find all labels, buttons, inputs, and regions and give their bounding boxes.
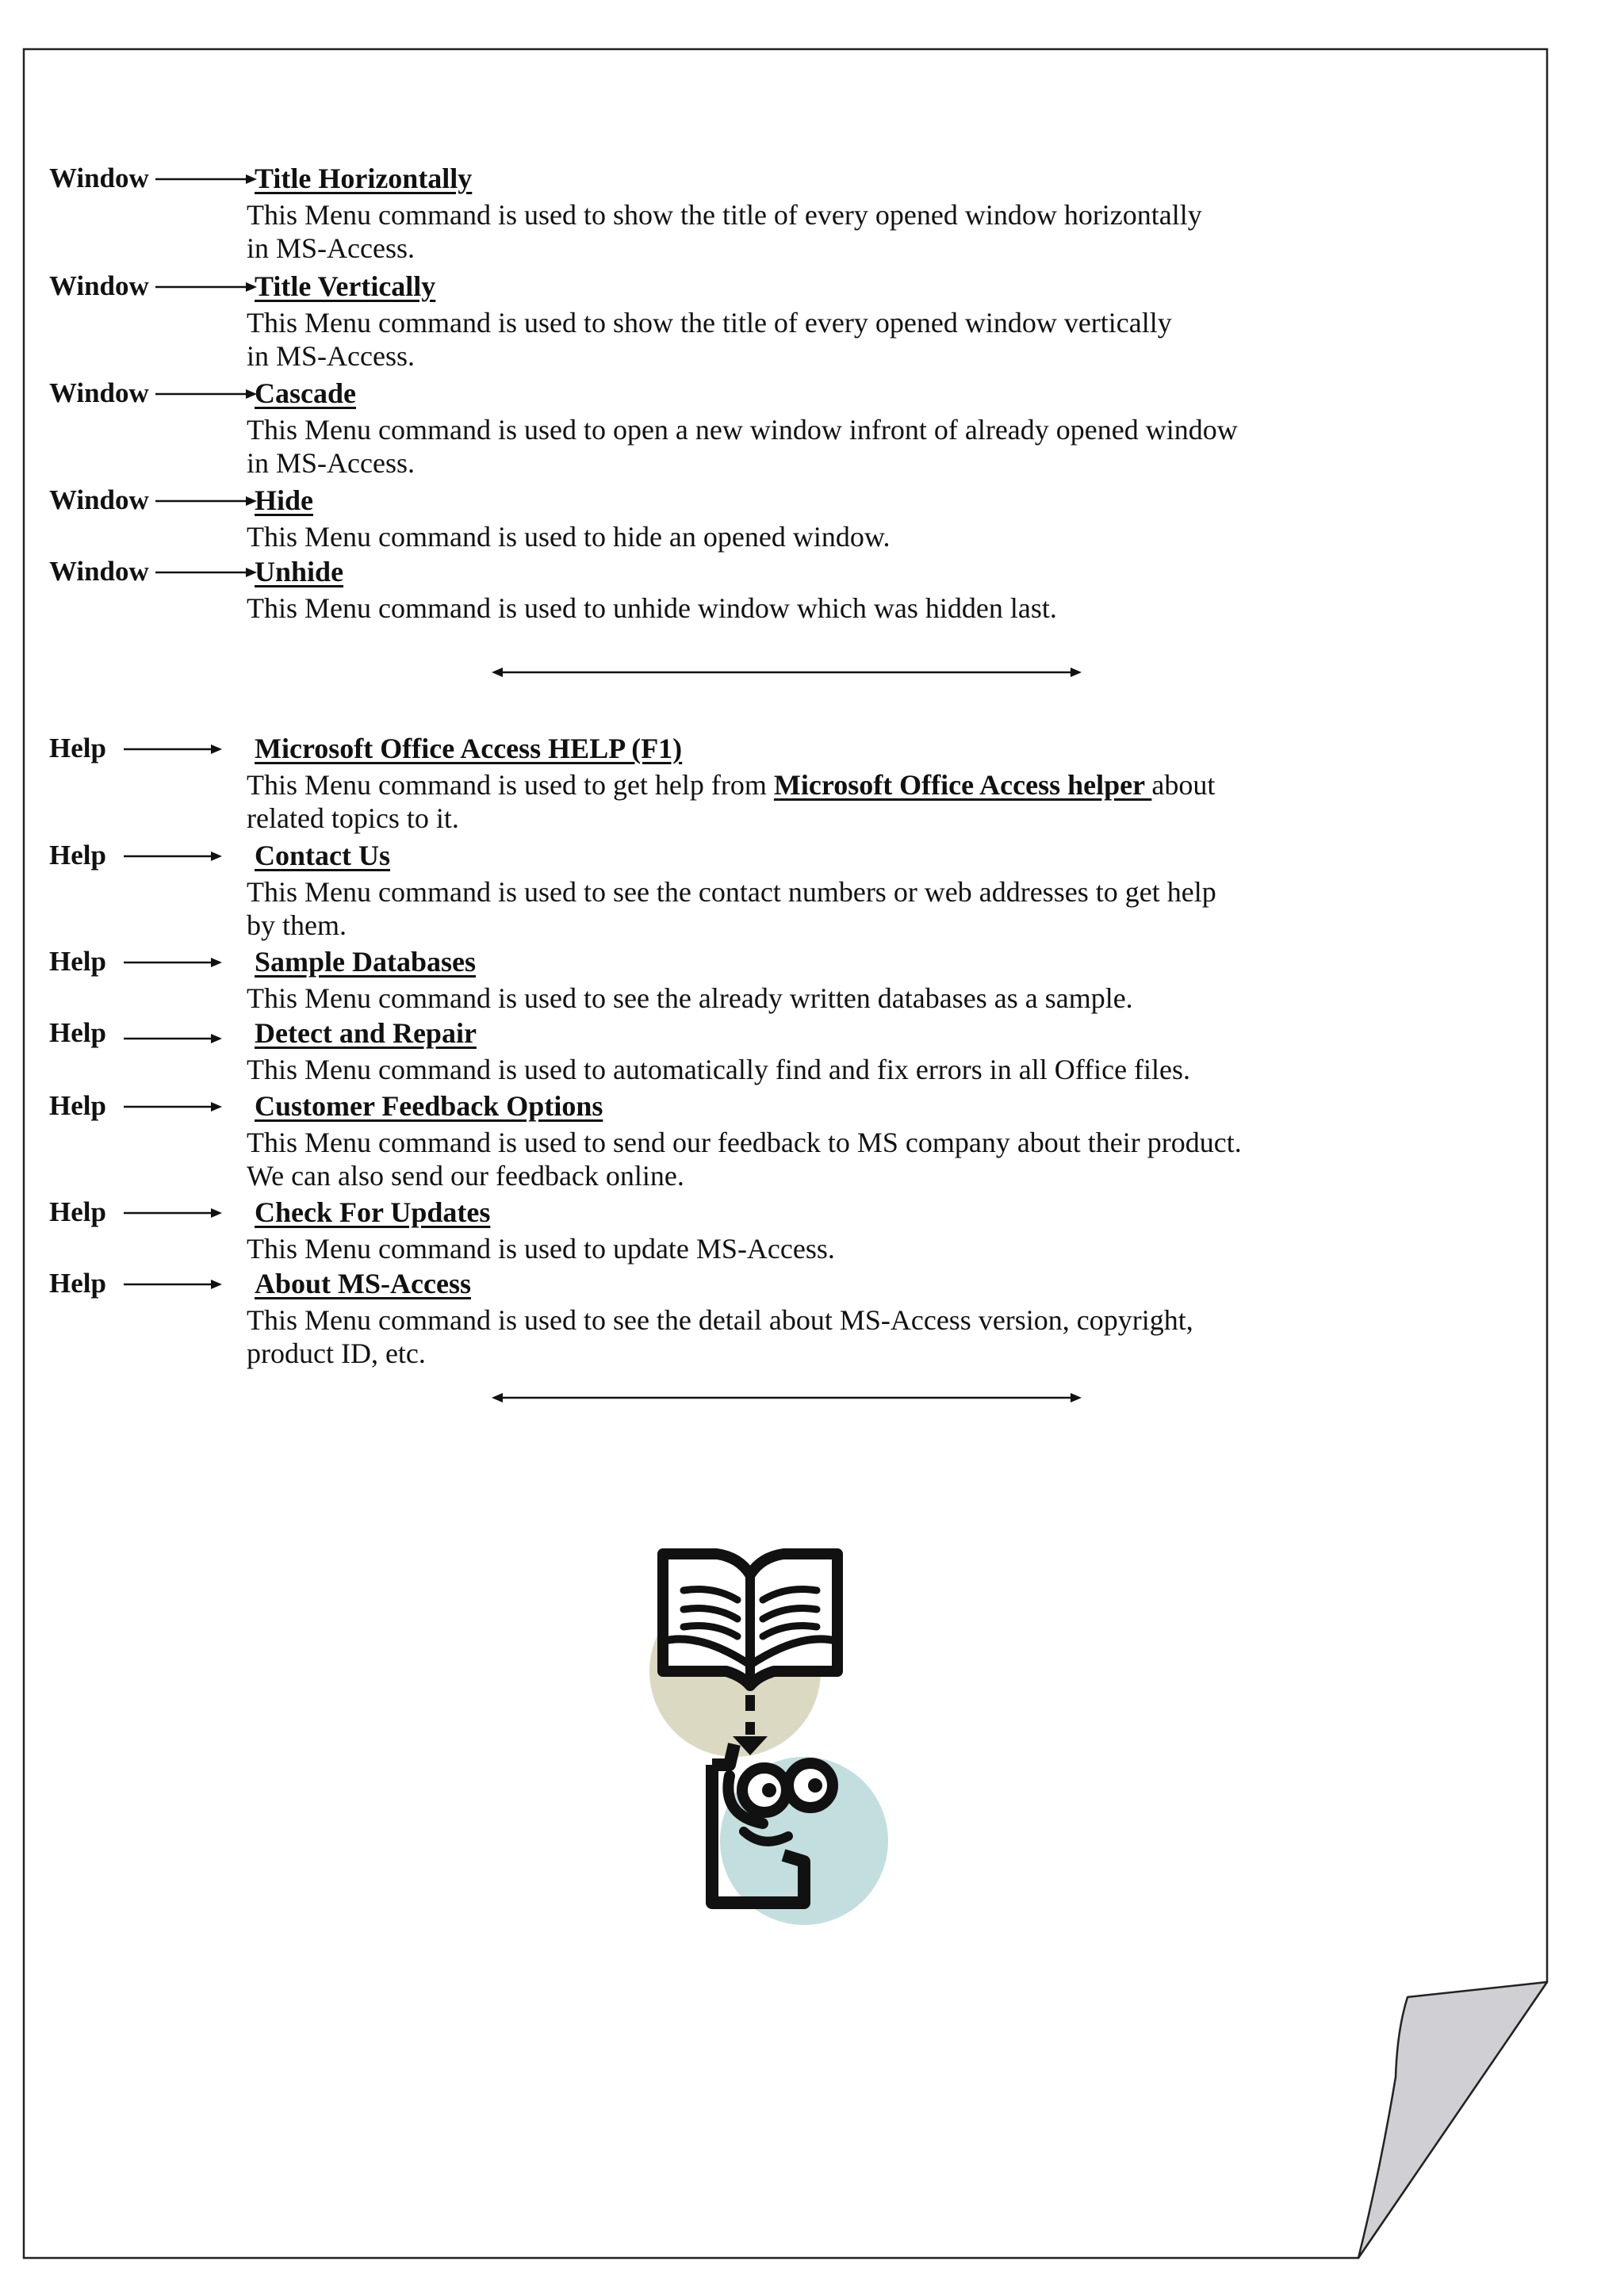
description-line: This Menu command is used to open a new window infront of already opened window: [247, 414, 1238, 446]
arrow-icon: [155, 493, 257, 509]
arrow-icon: [124, 741, 222, 757]
description-line: This Menu command is used to see the contact numbers or web addresses to get help: [247, 876, 1216, 908]
window-term: Window: [49, 484, 149, 515]
help-term: Help: [49, 1196, 106, 1227]
description-line: This Menu command is used to show the title of every opened window horizontally: [247, 199, 1202, 231]
command-hide: Hide: [255, 484, 314, 516]
command-sample-databases: Sample Databases: [255, 946, 477, 978]
arrow-icon: [124, 1205, 222, 1221]
description-line: in MS-Access.: [247, 447, 415, 479]
access-helper-reference: Microsoft Office Access helper: [773, 769, 1152, 801]
arrow-icon: [155, 279, 257, 295]
description-line: This Menu command is used to send our feedback to MS company about their product.: [247, 1127, 1242, 1158]
description-line: product ID, etc.: [247, 1337, 426, 1369]
help-term: Help: [49, 1017, 106, 1048]
description-line: related topics to it.: [247, 802, 459, 834]
command-title-horizontally: Title Horizontally: [255, 163, 473, 194]
description-line: This Menu command is used to unhide window which was hidden last.: [247, 592, 1057, 624]
command-contact-us: Contact Us: [255, 840, 390, 871]
description-line: We can also send our feedback online.: [247, 1160, 684, 1192]
description-line: This Menu command is used to automatically find and fix errors in all Office files.: [247, 1054, 1191, 1085]
command-unhide: Unhide: [255, 556, 344, 587]
command-access-help: Microsoft Office Access HELP (F1): [255, 733, 683, 764]
help-term: Help: [49, 733, 106, 763]
section-separator: [492, 664, 1082, 680]
command-customer-feedback-options: Customer Feedback Options: [255, 1090, 603, 1122]
arrow-icon: [155, 564, 257, 580]
window-term: Window: [49, 377, 149, 408]
description-text: about: [1151, 769, 1216, 801]
section-separator: [492, 1390, 1082, 1406]
description-line: This Menu command is used to show the title of every opened window vertically: [247, 307, 1172, 339]
description-line: This Menu command is used to see the detail about MS-Access version, copyright,: [247, 1304, 1193, 1336]
help-term: Help: [49, 1268, 106, 1299]
arrow-icon: [124, 848, 222, 864]
command-title-vertically: Title Vertically: [255, 270, 436, 302]
description-line: This Menu command is used to update MS-Access.: [247, 1233, 835, 1265]
description-line: in MS-Access.: [247, 232, 415, 264]
arrow-icon: [155, 171, 257, 187]
help-term: Help: [49, 840, 106, 871]
help-term: Help: [49, 946, 106, 977]
arrow-icon: [155, 386, 257, 402]
arrow-icon: [124, 955, 222, 970]
command-cascade: Cascade: [255, 377, 356, 409]
description-line: This Menu command is used to see the already written databases as a sample.: [247, 982, 1133, 1014]
window-term: Window: [49, 556, 149, 587]
command-check-for-updates: Check For Updates: [255, 1196, 491, 1228]
window-term: Window: [49, 163, 149, 193]
arrow-icon: [124, 1276, 222, 1292]
help-term: Help: [49, 1090, 106, 1121]
book-reader-icon: [644, 1538, 898, 1934]
description-text: This Menu command is used to get help from: [247, 769, 774, 801]
command-detect-and-repair: Detect and Repair: [255, 1017, 477, 1049]
window-term: Window: [49, 270, 149, 301]
command-about-ms-access: About MS-Access: [255, 1268, 471, 1299]
arrow-icon: [124, 1099, 222, 1115]
description-line: in MS-Access.: [247, 340, 415, 372]
arrow-icon: [124, 1031, 222, 1047]
description-line: [247, 768, 1215, 802]
description-line: by them.: [247, 909, 347, 941]
description-line: This Menu command is used to hide an opened window.: [247, 521, 891, 553]
